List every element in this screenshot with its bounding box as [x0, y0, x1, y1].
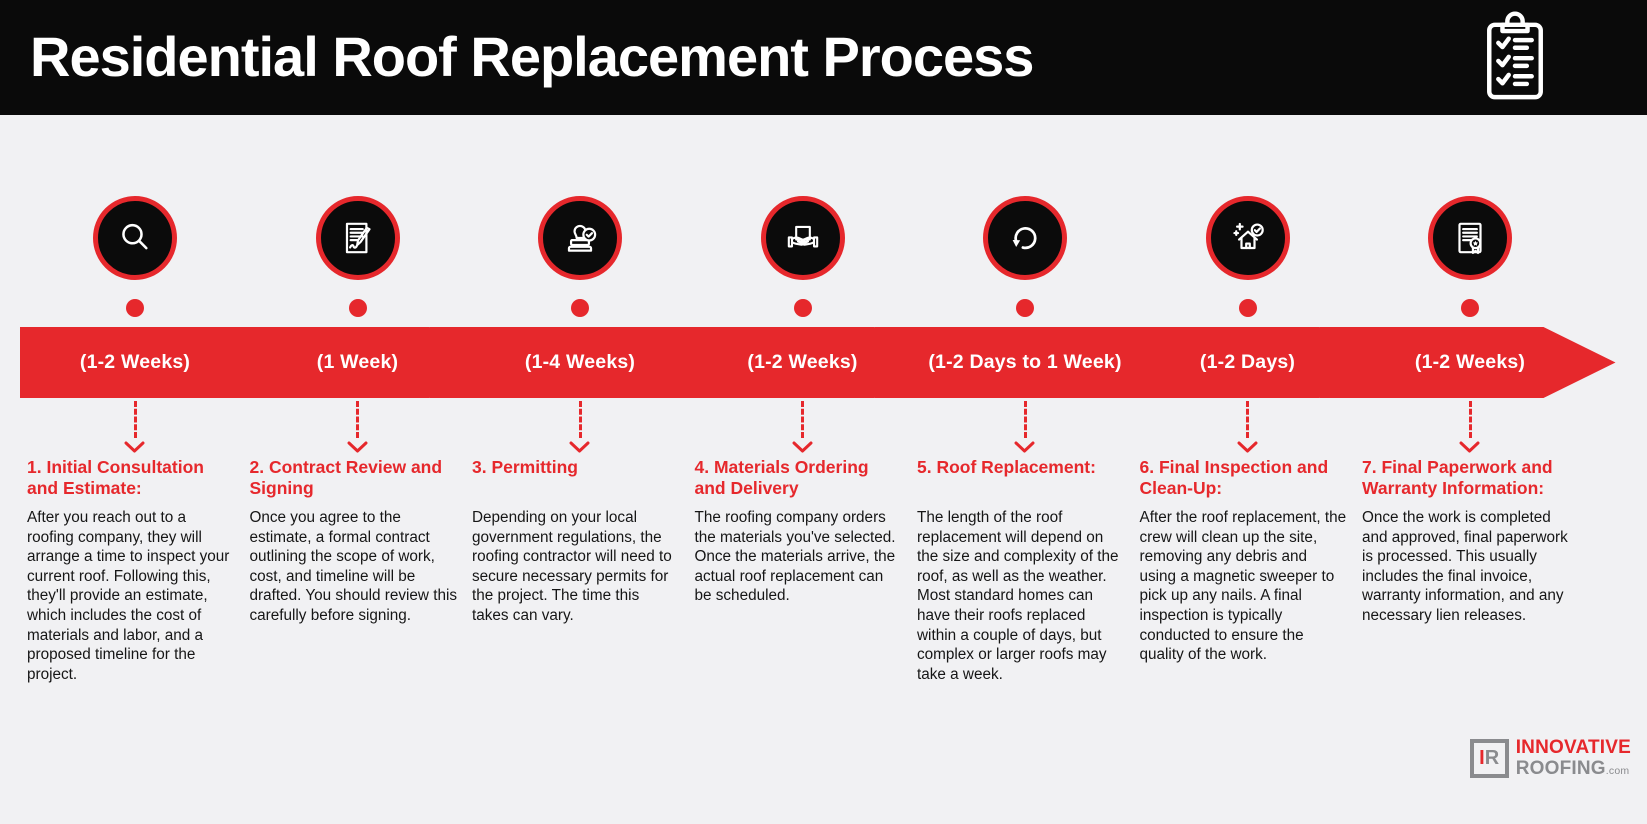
dashed-connector-5	[1024, 401, 1027, 438]
step-body: Once the work is completed and approved, final paperwork is processed. This usually includes the final invoice, warranty information, and any necessary lien releases.	[1362, 509, 1568, 624]
duration-label-1: (1-2 Weeks)	[79, 351, 191, 373]
brand-name-line2: ROOFING.com	[1515, 758, 1630, 779]
arrowhead-icon	[124, 441, 145, 453]
step-heading: 3. Permitting	[472, 457, 578, 477]
brand-monogram	[1470, 739, 1509, 778]
step-body: Depending on your local government regulations, the roofing contractor will need to secure necessary permits for the project. The time this takes can vary.	[472, 509, 672, 624]
step-column-3	[472, 457, 680, 626]
step-dot-3	[571, 299, 589, 317]
brand-wordmark	[1516, 738, 1631, 778]
step-column-4	[695, 457, 903, 606]
step-heading: 1. Initial Consultation and Estimate:	[27, 457, 204, 498]
duration-label-2: (1 Week)	[316, 351, 399, 373]
brand-tld: .com	[1605, 765, 1630, 777]
arrowhead-icon	[1459, 441, 1480, 453]
dashed-connector-3	[579, 401, 582, 438]
step-body: The length of the roof replacement will depend on the size and complexity of the roof, as well as the weather. Most standard homes can have their roofs replaced within a couple of days, but complex or larger roofs may take a week.	[917, 509, 1119, 683]
step-dot-4	[794, 299, 812, 317]
step-dot-6	[1239, 299, 1257, 317]
step-heading: 5. Roof Replacement:	[917, 457, 1096, 477]
step-dot-2	[349, 299, 367, 317]
monogram-r: R	[1484, 746, 1500, 769]
arrowhead-icon	[569, 441, 590, 453]
arrowhead-icon	[347, 441, 368, 453]
step-column-5	[917, 457, 1125, 684]
duration-label-4: (1-2 Weeks)	[747, 351, 858, 373]
dashed-connector-6	[1246, 401, 1249, 438]
monogram-i: I	[1479, 746, 1485, 769]
duration-label-5: (1-2 Days to 1 Week)	[928, 351, 1122, 373]
page-title: Residential Roof Replacement Process	[30, 25, 1034, 88]
step-dot-7	[1461, 299, 1479, 317]
step-circle-1	[93, 196, 177, 280]
step-circle-4	[761, 196, 845, 280]
permit-stamp-icon	[559, 217, 601, 259]
step-column-7	[1362, 457, 1570, 626]
step-body: After the roof replacement, the crew will clean up the site, removing any debris and using a magnetic sweeper to pick up any nails. A final inspection is typically conducted to ensure the quality of the work.	[1139, 509, 1347, 664]
step-body: The roofing company orders the materials you've selected. Once the materials arrive, the actual roof replacement can be scheduled.	[694, 509, 896, 605]
duration-label-7: (1-2 Weeks)	[1414, 351, 1526, 373]
step-circle-6	[1206, 196, 1290, 280]
step-column-6	[1140, 457, 1348, 665]
step-dot-1	[126, 299, 144, 317]
arrowhead-icon	[1237, 441, 1258, 453]
step-heading: 6. Final Inspection and Clean-Up:	[1139, 457, 1329, 498]
arrowhead-icon	[1014, 441, 1035, 453]
step-body: Once you agree to the estimate, a formal contract outlining the scope of work, cost, and timeline will be drafted. You should review this carefully before signing.	[249, 509, 457, 624]
warranty-certificate-icon	[1449, 217, 1491, 259]
step-circle-2	[316, 196, 400, 280]
house-clean-check-icon	[1227, 217, 1269, 259]
step-circle-3	[538, 196, 622, 280]
dashed-connector-7	[1469, 401, 1472, 438]
duration-label-3: (1-4 Weeks)	[524, 351, 636, 373]
step-circle-5	[983, 196, 1067, 280]
checklist-clipboard-icon	[1483, 11, 1547, 104]
brand-name-line1: INNOVATIVE	[1515, 737, 1631, 758]
step-body: After you reach out to a roofing company, they will arrange a time to inspect your current roof. Following this, they'll provide an estimate, which includes the cost of materials and labor, and a proposed timeline for the project.	[27, 509, 230, 683]
timeline-band	[0, 327, 1647, 398]
replacement-cycle-icon	[1004, 217, 1046, 259]
step-circle-7	[1428, 196, 1512, 280]
duration-label-6: (1-2 Days)	[1199, 351, 1296, 373]
step-dot-5	[1016, 299, 1034, 317]
step-heading: 4. Materials Ordering and Delivery	[694, 457, 869, 498]
dashed-connector-1	[134, 401, 137, 438]
arrowhead-icon	[792, 441, 813, 453]
step-heading: 7. Final Paperwork and Warranty Information:	[1362, 457, 1553, 498]
contract-signing-icon	[337, 217, 379, 259]
dashed-connector-4	[801, 401, 804, 438]
brand-logo	[1470, 738, 1631, 778]
dashed-connector-2	[356, 401, 359, 438]
search-icon	[114, 217, 156, 259]
hands-box-delivery-icon	[782, 217, 824, 259]
header-bar	[0, 0, 1647, 115]
step-heading: 2. Contract Review and Signing	[249, 457, 443, 498]
step-column-2	[250, 457, 458, 626]
step-column-1	[27, 457, 235, 684]
